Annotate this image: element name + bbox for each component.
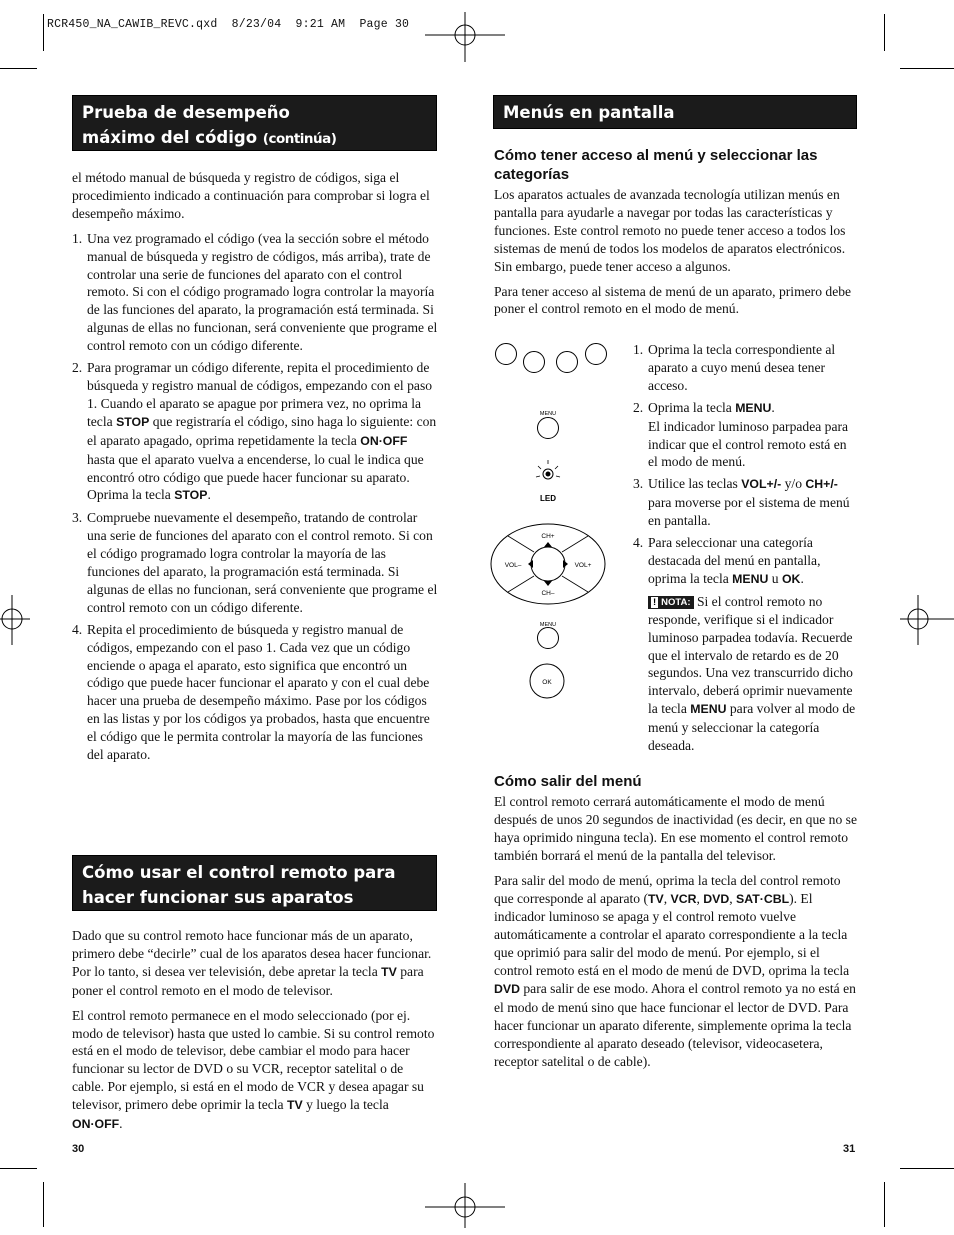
steps-list	[72, 230, 438, 764]
heading-continued: (continúa)	[262, 131, 337, 147]
heading-line: máximo del código (continúa)	[82, 128, 337, 147]
alert-icon: !	[653, 596, 657, 608]
key-label: ON·OFF	[360, 433, 408, 448]
list-item: 3. Utilice las teclas VOL+/- y/o CH+/- para moverse por el sistema de menú en pantalla.	[633, 476, 850, 529]
device-key-icon	[496, 344, 517, 365]
heading-line: Cómo usar el control remoto para	[82, 863, 396, 882]
file-slug: RCR450_NA_CAWIB_REVC.qxd 8/23/04 9:21 AM Page 30	[47, 18, 410, 31]
paragraph: El control remoto permanece en el modo seleccionado (por ej. modo de televisor) hasta que usted lo cambie. Si su control remoto está en el modo de televisor, debe cambiar el modo para hacer funcionar su lector de DVD o su VCR, receptor satelital o de cable. Por ejemplo, si está en el modo de VCR y desea apagar su televisor, primero debe oprimir la tecla TV y luego la tecla ON·OFF.	[72, 1007, 435, 1132]
ch-minus-label: CH–	[541, 590, 555, 597]
remote-diagram	[486, 338, 616, 708]
key-label: VCR	[670, 891, 697, 906]
key-label: CH+/-	[805, 477, 838, 492]
key-label: ON·OFF	[72, 1117, 120, 1132]
menu-key-label: MENU	[539, 411, 557, 417]
menu-steps	[633, 341, 859, 755]
registration-mark-bottom	[425, 1183, 505, 1228]
key-label: TV	[286, 1098, 303, 1113]
steps-list	[633, 341, 859, 589]
list-item: 1. Oprima la tecla correspondiente al aparato a cuyo menú desea tener acceso.	[633, 342, 836, 393]
list-item: 3. Compruebe nuevamente el desempeño, tratando de controlar una serie de funciones del aparato con el control remoto. Si con el código programado logra controlar la mayoría de las funciones del aparato, la programación está terminada. Si algunas de ellas no funcionan, será conveniente que programe el control remoto con un código diferente.	[72, 510, 438, 615]
section-heading-menus	[493, 95, 857, 129]
key-label: VOL+/-	[741, 477, 782, 492]
paragraph: El control remoto cerrará automáticamente el modo de menú después de unos 20 segundos de inactividad (es decir, en que no se haya oprimido ninguna tecla). En ese momento el control remoto también borrará el menú de la pantalla del televisor.	[494, 794, 857, 863]
key-label: STOP	[174, 488, 208, 503]
note: ! NOTA: Si el control remoto no responde, verifique si el indicador luminoso parpadea todavía. Recuerde que el intervalo de retardo es de 20 segundos. Una vez transcurrido dicho intervalo, deberá oprimir nuevamente la tecla MENU para volver al modo de menú y seleccionar la categoría deseada.	[648, 593, 856, 754]
paragraph: Para salir del modo de menú, oprima la tecla del control remoto que corresponde al aparato (TV, VCR, DVD, SAT·CBL). El indicador luminoso se apaga y el control remoto vuelve automáticamente a controlar el aparato correspondiente a la tecla que oprimió para salir del modo de menú. Por ejemplo, si el control remoto está en el modo de menú de DVD, oprima la tecla DVD para salir de ese modo. Ahora el control remoto ya no está en el modo de menú sino que hace funcionar el lector de DVD. Para hacer funcionar un aparato diferente, simplemente oprima la tecla correspondiente al aparato deseado (televisor, videocasetera, receptor satelital o de cable).	[494, 872, 856, 1069]
led-label: LED	[540, 494, 556, 503]
key-label: MENU	[735, 400, 772, 415]
list-item: 2. Para programar un código diferente, repita el procedimiento de búsqueda y registro manual de códigos, empezando con el paso 1. Cuando el aparato se apague por primera vez, no oprima la tecla STOP que registraría el código, sino haga lo siguiente: con el aparato apagado, oprima repetidamente la tecla ON·OFF hasta que el aparato vuelva a encenderse, lo cual le indica que encontró otro código que puede hacer funcionar su aparato. Oprima la tecla STOP.	[72, 360, 437, 503]
key-label: STOP	[116, 414, 150, 429]
key-label: MENU	[690, 702, 727, 717]
key-label: DVD	[703, 891, 730, 906]
ok-label: OK	[542, 679, 552, 686]
list-item: 4. Repita el procedimiento de búsqueda y registro manual de códigos, empezando con el paso 1. Cada vez que un código enciende o apaga el aparato, esto significa que encontró un código que puede hacer funcionar el aparato y con el cual debe hacer una prueba de desempeño máximo. Pase por los códigos en las listas y por los códigos ya probados, hasta que encuentre el código que le permita controlar la mayoría de las funciones del aparato.	[72, 621, 430, 763]
key-label: SAT·CBL	[736, 891, 790, 906]
paragraph: Para tener acceso al sistema de menú de un aparato, primero debe poner el control remoto en el modo de menú.	[494, 283, 852, 317]
key-label: TV	[381, 964, 397, 979]
section-heading-using-remote	[72, 855, 437, 911]
page-number-right: 31	[843, 1143, 856, 1155]
right-column-top	[494, 146, 858, 325]
page-number-left: 30	[72, 1143, 85, 1155]
key-label: MENU	[732, 571, 769, 586]
left-column-text	[72, 169, 438, 768]
paragraph: el método manual de búsqueda y registro de códigos, siga el procedimiento indicado a continuación para comprobar si logra el desempeño máximo.	[72, 170, 430, 221]
right-column-bottom	[494, 772, 858, 1078]
led-icon	[536, 460, 560, 479]
paragraph: Dado que su control remoto hace funcionar más de un aparato, primero debe “decirle” cual de los aparatos desea hacer funcionar. Por lo tanto, si desea ver televisión, debe apretar la tecla TV para poner el control remoto en el modo de televisor.	[72, 928, 432, 998]
subheading: Cómo salir del menú	[494, 773, 642, 790]
vol-plus-label: VOL+	[574, 562, 592, 569]
vol-minus-label: VOL–	[504, 562, 522, 569]
heading-line: Menús en pantalla	[503, 103, 675, 122]
device-key-icon	[524, 352, 545, 373]
device-key-icon	[586, 344, 607, 365]
paragraph: Los aparatos actuales de avanzada tecnología utilizan menús en pantalla para ayudarle a navegar por todas las características y funciones. Este control remoto no puede tener acceso a todos los sistemas de menú de todos los modelos de aparatos electrónicos. Sin embargo, puede tener acceso a algunos.	[494, 187, 846, 274]
list-item: 1. Una vez programado el código (vea la sección sobre el método manual de búsqueda y registro de códigos, más arriba), trate de controlar una serie de funciones del aparato con el control remoto. Si con el código programado logra controlar la mayoría de las funciones del aparato, la programación está terminada. Si algunas de ellas no funcionan, será conveniente que programe el control remoto con un código diferente.	[72, 230, 438, 354]
device-key-icon	[557, 352, 578, 373]
key-label: OK	[781, 571, 801, 586]
subheading: Cómo tener acceso al menú y seleccionar las categorías	[494, 147, 818, 183]
key-label: TV	[648, 891, 664, 906]
note-badge: ! NOTA:	[648, 596, 694, 609]
registration-mark-left	[0, 595, 30, 645]
section-heading-performance	[72, 95, 437, 151]
heading-line: hacer funcionar sus aparatos	[82, 888, 354, 907]
menu-key-icon	[538, 628, 559, 649]
ch-plus-label: CH+	[541, 533, 555, 540]
heading-line: Prueba de desempeño	[82, 103, 290, 122]
key-label: DVD	[494, 982, 520, 997]
list-item: 4. Para seleccionar una categoría destacada del menú en pantalla, oprima la tecla MENU u OK.	[633, 535, 821, 586]
left-column-text-2	[72, 927, 438, 1141]
menu-key-label: MENU	[539, 622, 557, 628]
registration-mark-top	[425, 12, 505, 62]
registration-mark-right	[900, 595, 954, 645]
list-item: 2. Oprima la tecla MENU. El indicador luminoso parpadea para indicar que el control remoto está en el modo de menú.	[633, 399, 849, 470]
menu-key-icon	[538, 418, 559, 439]
